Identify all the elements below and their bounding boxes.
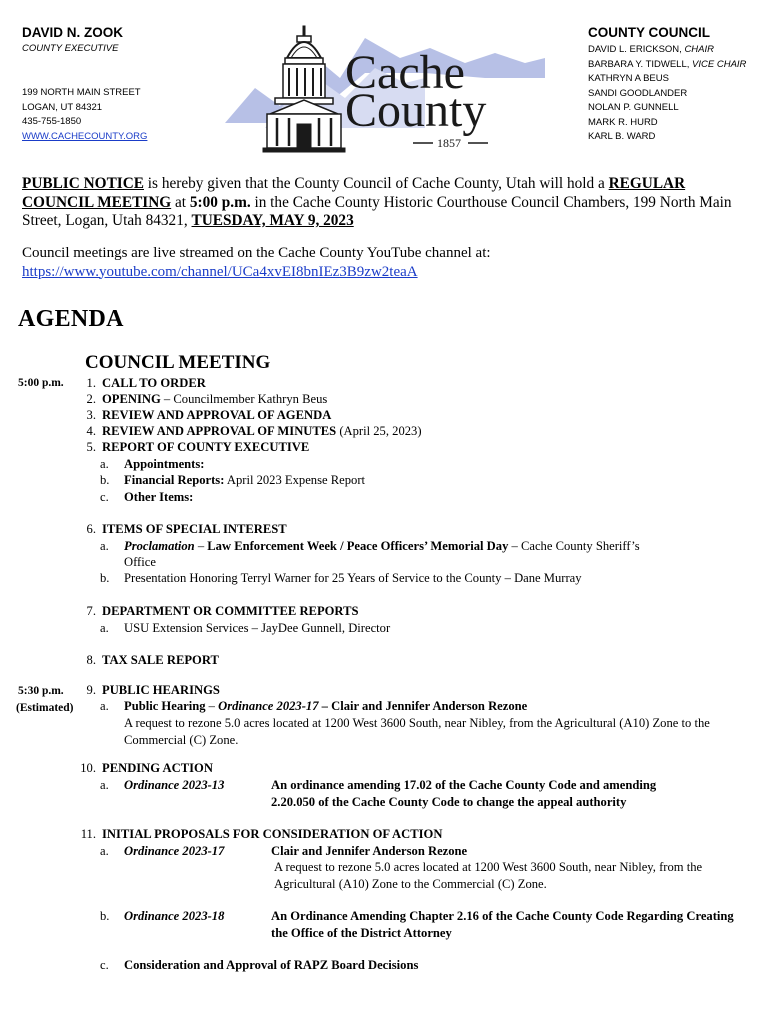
sub-item: a. Appointments: xyxy=(100,457,205,471)
estimated-label: (Estimated) xyxy=(16,702,74,714)
address-city: LOGAN, UT 84321 xyxy=(22,101,103,113)
list-item: 10. PENDING ACTION xyxy=(80,761,213,775)
phone-number: 435-755-1850 xyxy=(22,116,82,127)
meeting-type: REGULAR COUNCIL MEETING xyxy=(22,175,686,211)
notice-lead: PUBLIC NOTICE xyxy=(22,175,144,192)
cache-county-logo xyxy=(225,18,545,158)
ordinance-title: An ordinance amending 17.02 of the Cache County Code and amending 2.20.050 of the Cache County Code to change the appeal authority xyxy=(271,778,657,809)
ordinance-title: Clair and Jennifer Anderson Rezone xyxy=(271,844,468,858)
sub-item: b. Presentation Honoring Terryl Warner for 25 Years of Service to the County – Dane Murray xyxy=(100,571,582,585)
council-member: SANDI GOODLANDER xyxy=(588,87,688,99)
list-item: 9. PUBLIC HEARINGS xyxy=(86,683,220,697)
council-title: COUNTY COUNCIL xyxy=(588,25,711,40)
council-members-list xyxy=(588,43,746,145)
council-member: KATHRYN A BEUS xyxy=(588,73,669,84)
executive-name: DAVID N. ZOOK xyxy=(22,25,123,40)
sub-item: b. Financial Reports: April 2023 Expense Report xyxy=(100,473,366,487)
sub-item: c. Other Items: xyxy=(100,490,194,504)
ordinance-title: An Ordinance Amending Chapter 2.16 of the Cache County Code Regarding Creating the Office of the District Attorney xyxy=(271,909,734,940)
meeting-title: COUNCIL MEETING xyxy=(85,352,271,373)
ordinance-desc: A request to rezone 5.0 acres located at 1200 West 3600 South, near Nibley, from the Agricultural (A10) Zone to the Commercial (C) Zone. xyxy=(274,860,703,891)
list-item: 5. REPORT OF COUNTY EXECUTIVE xyxy=(86,440,310,454)
list-item: 6. ITEMS OF SPECIAL INTEREST xyxy=(86,522,287,536)
sub-item: a. USU Extension Services – JayDee Gunnell, Director xyxy=(100,621,391,635)
executive-title: COUNTY EXECUTIVE xyxy=(22,43,119,54)
sub-item: a. Public Hearing – Ordinance 2023-17 – Clair and Jennifer Anderson Rezone xyxy=(100,699,528,713)
list-item: 2. OPENING – Councilmember Kathryn Beus xyxy=(86,392,328,406)
meeting-date: TUESDAY, MAY 9, 2023 xyxy=(191,212,354,229)
list-item: 11. INITIAL PROPOSALS FOR CONSIDERATION OF ACTION xyxy=(80,827,443,841)
council-member: KARL B. WARD xyxy=(588,131,656,142)
hearing-time: 5:30 p.m. xyxy=(18,685,64,697)
list-item: 3. REVIEW AND APPROVAL OF AGENDA xyxy=(86,408,332,422)
list-item: 7. DEPARTMENT OR COMMITTEE REPORTS xyxy=(86,604,359,618)
meeting-time: 5:00 p.m. xyxy=(189,193,251,211)
logo-year: 1857 xyxy=(437,136,461,150)
website-link[interactable]: WWW.CACHECOUNTY.ORG xyxy=(22,130,148,142)
executive-address xyxy=(22,86,147,144)
logo-word-county: County xyxy=(345,84,487,137)
sub-item: a. Ordinance 2023-17 xyxy=(100,844,225,858)
logo-word-cache: Cache xyxy=(345,46,465,99)
sub-item-cont: Office xyxy=(124,555,156,569)
list-item: 8. TAX SALE REPORT xyxy=(86,653,219,667)
list-item: 4. REVIEW AND APPROVAL OF MINUTES (April 25, 2023) xyxy=(86,424,422,438)
public-notice: PUBLIC NOTICE is hereby given that the County Council of Cache County, Utah will hold a REGULAR COUNCIL MEETING at 5:00 p.m. in the Cache County Historic Courthouse Council Chambers, 199 North Main Street, Logan, Utah 84321, TUESDAY, MAY 9, 2023 xyxy=(22,175,732,229)
list-item: 1. CALL TO ORDER xyxy=(86,376,206,390)
sub-item: a. Ordinance 2023-13 xyxy=(100,778,225,792)
council-member: NOLAN P. GUNNELL xyxy=(588,102,679,113)
agenda-title: AGENDA xyxy=(18,306,124,332)
stream-notice xyxy=(22,244,757,281)
sub-item: c. Consideration and Approval of RAPZ Board Decisions xyxy=(100,958,419,972)
sub-item: a. Proclamation – Law Enforcement Week / Peace Officers’ Memorial Day – Cache County Sheriff’s xyxy=(100,539,640,553)
youtube-link[interactable]: https://www.youtube.com/channel/UCa4xvEI8bnIEz3B9zw2teaA xyxy=(22,263,418,280)
stream-text: Council meetings are live streamed on the Cache County YouTube channel at: xyxy=(22,245,491,261)
council-member: BARBARA Y. TIDWELL, VICE CHAIR xyxy=(588,58,747,70)
council-member: MARK R. HURD xyxy=(588,116,658,128)
start-time: 5:00 p.m. xyxy=(18,377,64,389)
council-member: DAVID L. ERICKSON, CHAIR xyxy=(588,44,714,55)
sub-item: b. Ordinance 2023-18 xyxy=(100,909,225,923)
address-line: 199 NORTH MAIN STREET xyxy=(22,87,141,98)
sub-item-desc: A request to rezone 5.0 acres located at 1200 West 3600 South, near Nibley, from the Agricultural (A10) Zone to the Commercial (C) Zone. xyxy=(124,716,710,747)
